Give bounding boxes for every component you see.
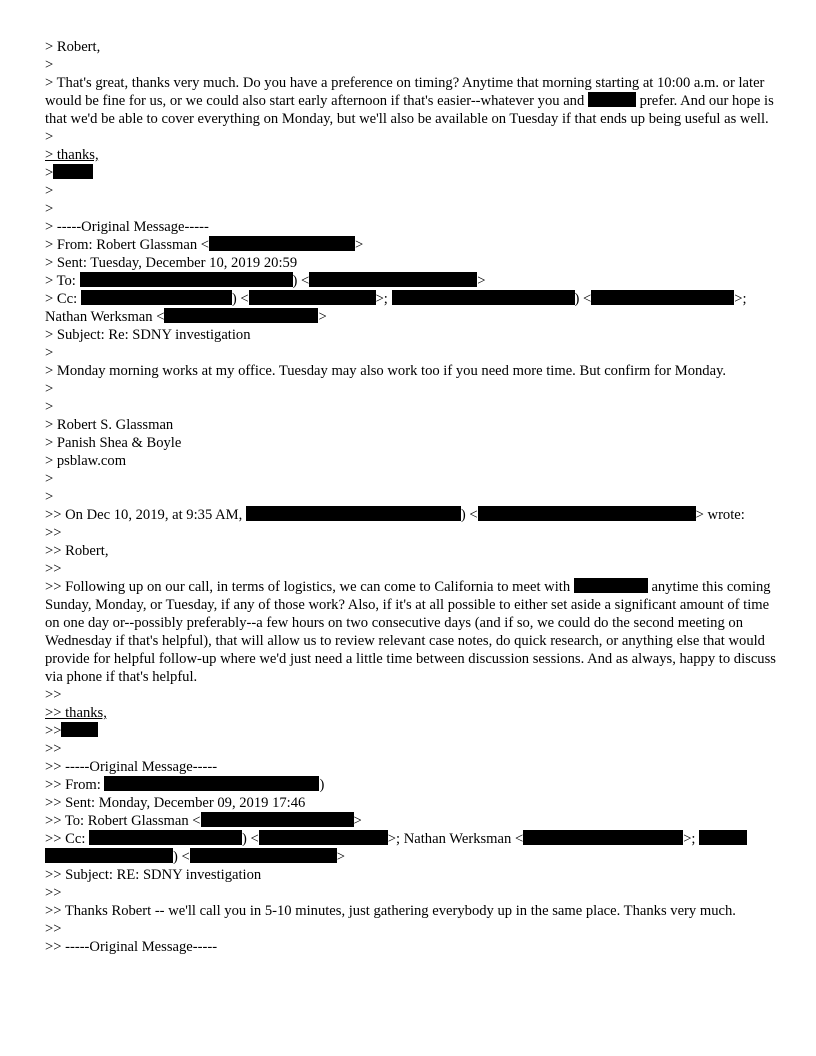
quote-marker: > (45, 165, 54, 181)
redaction-bar (81, 290, 232, 305)
original-message-divider: > -----Original Message----- (45, 219, 209, 235)
redaction-bar (309, 272, 477, 287)
quote-marker: > (45, 183, 54, 199)
quote-marker: > (45, 201, 54, 217)
quote-marker: >> (45, 741, 62, 757)
header-to-label: > To: (45, 273, 76, 289)
quote-marker: >> (45, 687, 62, 703)
header-punct: >; (734, 291, 747, 307)
original-message-divider: >> -----Original Message----- (45, 759, 218, 775)
redaction-bar (80, 272, 293, 287)
reply-paragraph-text: > That's great, thanks very much. Do you have a preference on timing? Anytime that morning starting at 10:00 a.m. or later would be fine for us, or we could also start early afternoon if that's easier--whatever you and (45, 75, 765, 109)
header-sent: >> Sent: Monday, December 09, 2019 17:46 (45, 795, 306, 811)
signoff-thanks (45, 704, 780, 722)
reply-paragraph (45, 74, 780, 128)
header-punct: > (477, 273, 486, 289)
quote-marker: > (45, 489, 54, 505)
header-cc-name: >; Nathan Werksman < (387, 831, 524, 847)
header-cc-label: > Cc: (45, 291, 78, 307)
original-message-divider: >> -----Original Message----- (45, 939, 218, 955)
quote-marker: >> (45, 525, 62, 541)
greeting-line: > Robert, (45, 39, 101, 55)
quote-marker: > (45, 381, 54, 397)
reply-paragraph (45, 578, 780, 686)
header-punct: ) (319, 777, 325, 793)
header-sent: > Sent: Tuesday, December 10, 2019 20:59 (45, 255, 298, 271)
redaction-bar (249, 290, 376, 305)
email-thread (45, 38, 780, 956)
redaction-bar (164, 308, 318, 323)
quote-marker: >> (45, 885, 62, 901)
redaction-bar (53, 164, 93, 179)
redaction-bar (201, 812, 354, 827)
header-punct: >; (683, 831, 696, 847)
redaction-bar (104, 776, 319, 791)
header-from (45, 236, 780, 254)
header-subject: > Subject: Re: SDNY investigation (45, 327, 251, 343)
header-punct: ) < (292, 273, 310, 289)
header-to-label: >> To: Robert Glassman < (45, 813, 201, 829)
header-punct: > (355, 237, 364, 253)
redaction-bar (89, 830, 242, 845)
quote-marker: > (45, 345, 54, 361)
quote-marker: > (45, 129, 54, 145)
signoff-name (45, 722, 780, 740)
header-punct: ) < (173, 849, 190, 865)
quote-marker: >> (45, 561, 62, 577)
redaction-bar (209, 236, 355, 251)
header-punct: ) < (574, 291, 592, 307)
redaction-bar (523, 830, 683, 845)
header-cc-name: Nathan Werksman < (45, 309, 165, 325)
attribution-end: > wrote: (695, 507, 745, 523)
signature-website: > psblaw.com (45, 453, 127, 469)
quote-marker: > (45, 399, 54, 415)
header-from-label: > From: Robert Glassman < (45, 237, 210, 253)
header-cc-label: >> Cc: (45, 831, 86, 847)
reply-attribution (45, 506, 780, 524)
redaction-bar (246, 506, 461, 521)
quote-marker: > (45, 57, 54, 73)
header-punct: > (318, 309, 327, 325)
redaction-bar (574, 578, 648, 593)
redaction-bar (478, 506, 696, 521)
header-punct: ) < (231, 291, 249, 307)
quote-marker: > (45, 471, 54, 487)
redaction-bar (392, 290, 575, 305)
reply-paragraph-tail: anytime this coming Sunday, Monday, or Tuesday, if any of those work? Also, if it's at all possible to either set aside a significant amount of time on one day or--possibly preferably--a few hours on two consecutive days (and if so, we could do the second meeting on Wednesday if that's helpful), that will allow us to review relevant case notes, do quick research, or anything else that would provide for helpful follow-up where we'd just need a little time between discussion sessions. And as always, happy to discuss via phone if that's helpful. (45, 579, 776, 685)
signoff-thanks (45, 146, 780, 164)
redaction-bar (61, 722, 98, 737)
header-punct: >; (375, 291, 388, 307)
greeting-line: >> Robert, (45, 543, 109, 559)
header-punct: > (336, 849, 345, 865)
header-to (45, 812, 780, 830)
header-cc-continued (45, 308, 780, 326)
redaction-bar (190, 848, 337, 863)
header-to (45, 272, 780, 290)
header-from (45, 776, 780, 794)
signoff-thanks-text: >> thanks, (45, 705, 107, 721)
reply-paragraph: >> Thanks Robert -- we'll call you in 5-10 minutes, just gathering everybody up in the same place. Thanks very much. (45, 903, 736, 919)
header-cc (45, 830, 780, 848)
signature-name: > Robert S. Glassman (45, 417, 174, 433)
header-punct: ) < (242, 831, 259, 847)
header-cc-continued (45, 848, 780, 866)
redaction-bar (45, 848, 173, 863)
signoff-thanks-text: > thanks, (45, 147, 99, 163)
reply-paragraph-tail: prefer. And our hope is that we'd be able to cover everything on Monday, but we'll also be available on Tuesday if that ends up being useful as well. (45, 93, 774, 127)
quote-marker: >> (45, 921, 62, 937)
attribution-label: >> On Dec 10, 2019, at 9:35 AM, (45, 507, 243, 523)
redaction-bar (259, 830, 388, 845)
header-from-label: >> From: (45, 777, 101, 793)
header-punct: ) < (460, 507, 478, 523)
signature-firm: > Panish Shea & Boyle (45, 435, 182, 451)
header-punct: > (353, 813, 362, 829)
reply-paragraph-text: >> Following up on our call, in terms of logistics, we can come to California to meet with (45, 579, 571, 595)
redaction-bar (699, 830, 747, 845)
redaction-bar (591, 290, 734, 305)
signoff-name (45, 164, 780, 182)
header-cc (45, 290, 780, 308)
redaction-bar (588, 92, 636, 107)
reply-paragraph: > Monday morning works at my office. Tuesday may also work too if you need more time. But confirm for Monday. (45, 363, 727, 379)
quote-marker: >> (45, 723, 62, 739)
header-subject: >> Subject: RE: SDNY investigation (45, 867, 262, 883)
